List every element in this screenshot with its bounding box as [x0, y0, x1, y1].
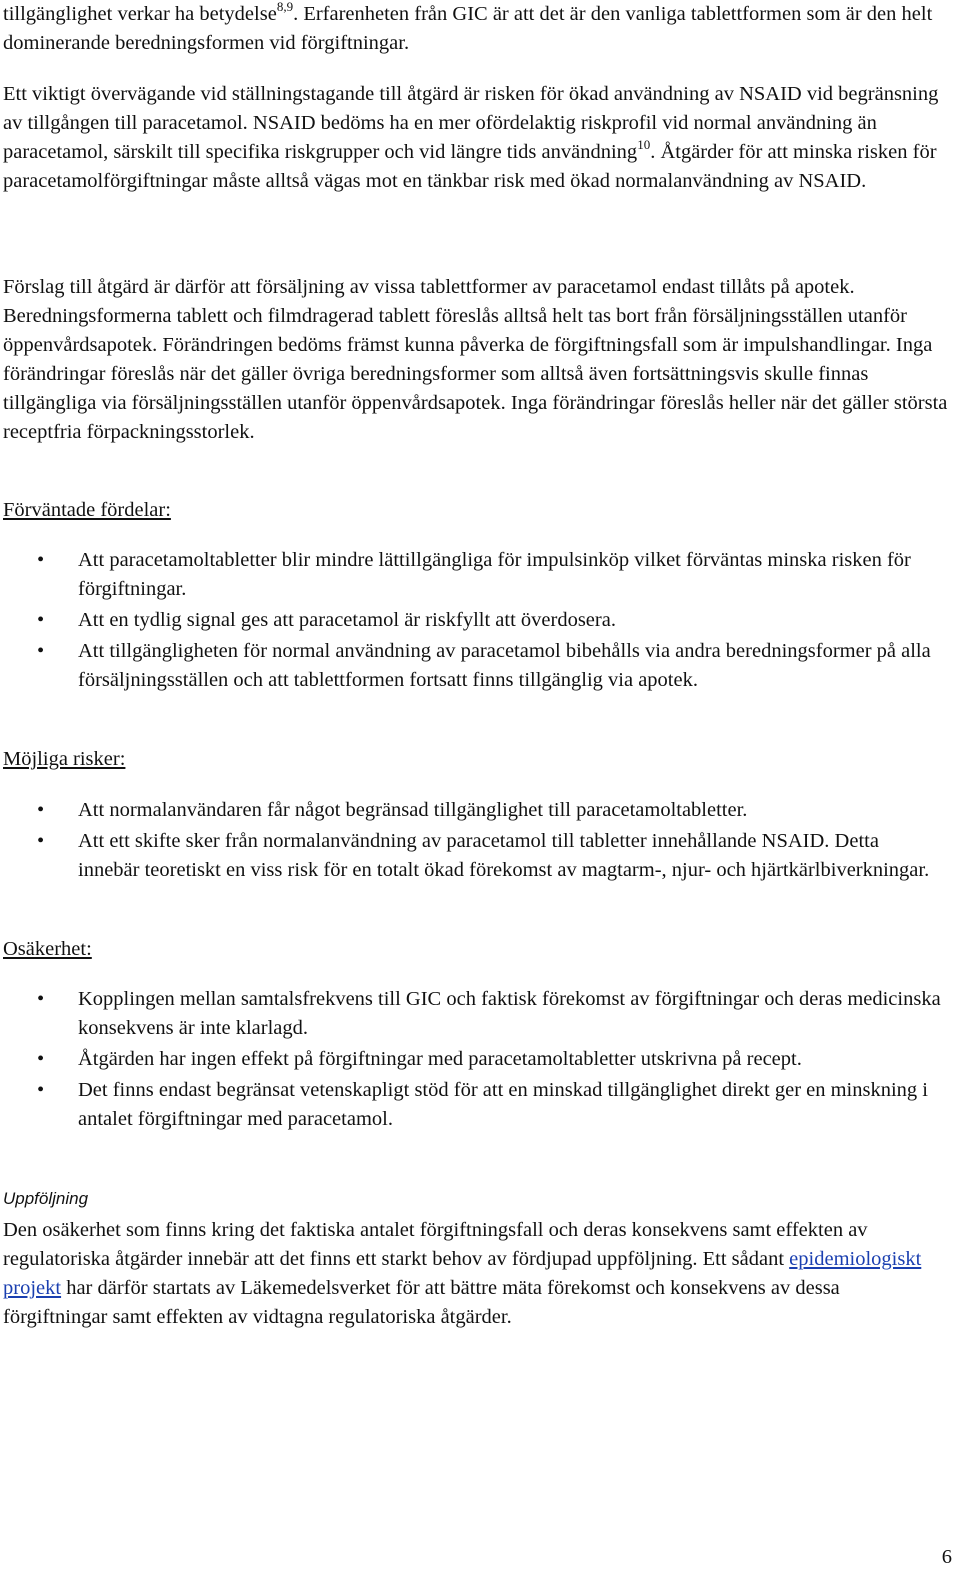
page-number: 6 — [941, 1546, 952, 1568]
risks-list — [3, 796, 943, 885]
footnote-ref: 10 — [637, 137, 651, 152]
benefits-heading: Förväntade fördelar: — [3, 499, 171, 521]
list-item: • Kopplingen mellan samtalsfrekvens till GIC och faktisk förekomst av förgiftningar och deras medicinska konsekvens är inte klarlagd. — [3, 985, 943, 1043]
epidemiological-project-link[interactable]: epidemiologiskt projekt — [3, 1248, 922, 1299]
list-item: • Att paracetamoltabletter blir mindre lättillgängliga för impulsinköp vilket förväntas minska risken för förgiftningar. — [3, 546, 943, 604]
benefits-list — [3, 546, 943, 695]
list-item: • Att ett skifte sker från normalanvändning av paracetamol till tabletter innehållande NSAID. Detta innebär teoretiskt en viss risk för en totalt ökad förekomst av magtarm-, njur- och hjärtkärlbiverkningar. — [3, 827, 943, 885]
followup-paragraph: Den osäkerhet som finns kring det faktiska antalet förgiftningsfall och deras konsekvens samt effekten av regulatoriska åtgärder innebär att det finns ett starkt behov av fördjupad uppföljning. Ett sådant epidemiologiskt projekt har därför startats av Läkemedelsverket för att bättre mäta förekomst och konsekvens av dessa förgiftningar samt effekten av vidtagna regulatoriska åtgärder. — [3, 1219, 922, 1328]
bullet-icon: • — [37, 640, 45, 662]
bullet-icon: • — [37, 549, 45, 571]
list-item: • Att en tydlig signal ges att paracetamol är riskfyllt att överdosera. — [3, 606, 943, 635]
bullet-icon: • — [37, 1048, 45, 1070]
list-item: • Åtgärden har ingen effekt på förgiftningar med paracetamoltabletter utskrivna på recept. — [3, 1045, 943, 1074]
proposal-paragraph: Förslag till åtgärd är därför att försäljning av vissa tablettformer av paracetamol endast tillåts på apotek. Beredningsformerna tablett och filmdragerad tablett föreslås alltså helt tas bort från försäljningsställen utanför öppenvårdsapotek. Förändringen bedöms främst kunna påverka de förgiftningsfall som är impulshandlingar. Inga förändringar föreslås när det gäller övriga beredningsformer som alltså även fortsättningsvis skulle finnas tillgängliga via försäljningsställen utanför öppenvårdsapotek. Inga förändringar föreslås heller när det gäller största receptfria förpackningsstorlek. — [3, 276, 948, 443]
bullet-icon: • — [37, 988, 45, 1010]
uncertainty-list — [3, 985, 943, 1134]
followup-heading: Uppföljning — [3, 1189, 89, 1208]
nsaid-paragraph: Ett viktigt övervägande vid ställningstagande till åtgärd är risken för ökad användning av NSAID vid begränsning av tillgången till paracetamol. NSAID bedöms ha en mer ofördelaktig riskprofil vid normal användning än paracetamol, särskilt till specifika riskgrupper och vid längre tids användning$^{10}$. Åtgärder för att minska risken för paracetamolförgiftningar måste alltså vägas mot en tänkbar risk med ökad normalanvändning av NSAID. — [3, 83, 939, 192]
bullet-icon: • — [37, 799, 45, 821]
bullet-icon: • — [37, 1079, 45, 1101]
footnote-ref: 8,9 — [276, 0, 294, 14]
list-item: • Att tillgängligheten för normal användning av paracetamol bibehålls via andra beredningsformer på alla försäljningsställen och att tablettformen fortsatt finns tillgänglig via apotek. — [3, 637, 943, 695]
bullet-icon: • — [37, 830, 45, 852]
uncertainty-heading: Osäkerhet: — [3, 938, 92, 960]
list-item: • Det finns endast begränsat vetenskapligt stöd för att en minskad tillgänglighet direkt ger en minskning i antalet förgiftningar med paracetamol. — [3, 1076, 943, 1134]
list-item: • Att normalanvändaren får något begränsad tillgänglighet till paracetamoltabletter. — [3, 796, 943, 825]
risks-heading: Möjliga risker: — [3, 748, 126, 770]
bullet-icon: • — [37, 609, 45, 631]
intro-paragraph: tillgänglighet verkar ha betydelse$^{8,9}$. Erfarenheten från GIC är att det är den vanliga tablettformen som är den helt dominerande beredningsformen vid förgiftningar. — [3, 0, 933, 54]
